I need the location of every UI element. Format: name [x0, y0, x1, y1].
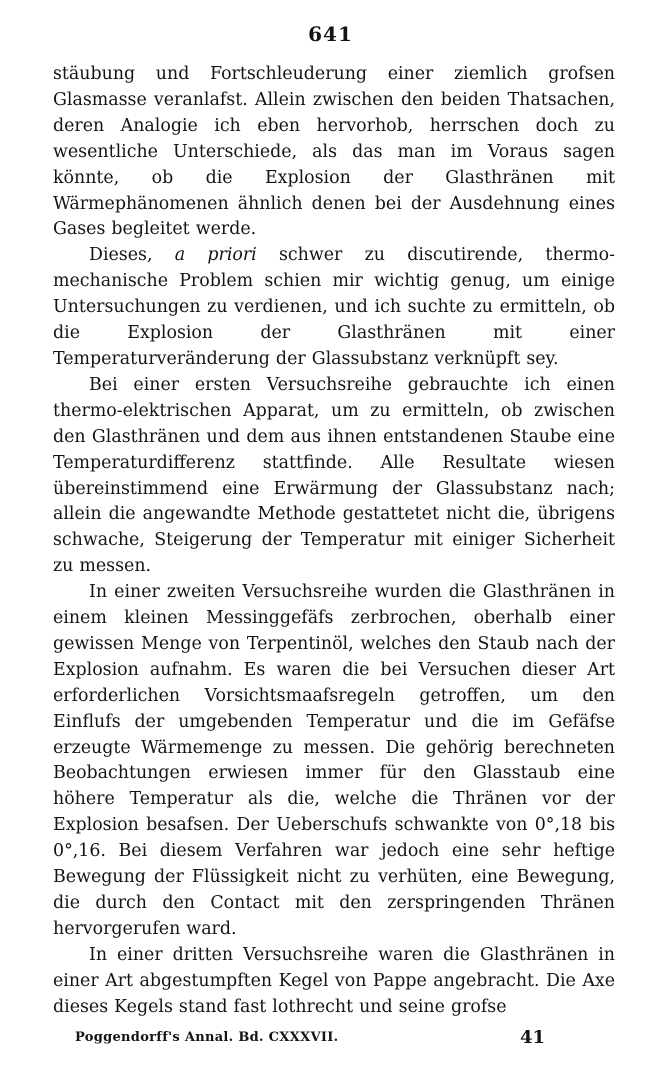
- paragraph-5-text: In einer dritten Versuchsreihe waren die Glasthränen in einer Art abgestumpften Kegel von Pappe angebracht. Die Axe dieses Kegels stand fast lothrecht und seine grofse: [53, 944, 615, 1017]
- paragraph-2-text-end: schwer zu discutirende, thermo-mechanische Problem schien mir wichtig genug, um einige Untersuchungen zu verdienen, und ich suchte zu ermitteln, ob die Explosion der Glasthränen mit einer Temperaturveränderung der Glassubstanz verknüpft sey.: [53, 245, 616, 369]
- paragraph-4: [53, 580, 615, 943]
- paragraph-1-text: stäubung und Fortschleuderung einer ziemlich grofsen Glasmasse veranlafst. Allein zwischen den beiden Thatsachen, deren Analogie ich eben hervorhob, herrschen doch zu wesentliche Unterschiede, als das man im Voraus sagen könnte, ob die Explosion der Glasthränen mit Wärmephänomenen ähnlich denen bei der Ausdehnung eines Gases begleitet werde.: [53, 64, 615, 240]
- footer-citation: Poggendorff's Annal. Bd. CXXXVII.: [75, 1030, 339, 1045]
- paragraph-4-text: In einer zweiten Versuchsreihe wurden die Glasthränen in einem kleinen Messinggefäfs zerbrochen, oberhalb einer gewissen Menge von Terpentinöl, welches den Staub nach der Explosion aufnahm. Es waren die bei Versuchen dieser Art erforderlichen Vorsichtsmaafsregeln getroffen, um den Einflufs der umgebenden Temperatur und die im Gefäfse erzeugte Wärmemenge zu messen. Die gehörig berechneten Beobachtungen erwiesen immer für den Glasstaub eine höhere Temperatur als die, welche die Thränen vor der Explosion besafsen. Der Ueberschufs schwankte von 0°,18 bis 0°,16. Bei diesem Verfahren war jedoch eine sehr heftige Bewegung der Flüssigkeit nicht zu verhüten, eine Bewegung, die durch den Contact mit den zerspringenden Thränen hervorgerufen ward.: [53, 582, 615, 939]
- page-number: 641: [308, 22, 353, 46]
- paragraph-1: [53, 62, 615, 243]
- paragraph-5: [53, 943, 615, 1021]
- paragraph-2-text-start: Dieses,: [89, 245, 175, 266]
- signature-mark: 41: [520, 1027, 546, 1048]
- paragraph-2: [53, 243, 615, 373]
- paragraph-2-emphasis: a priori: [174, 245, 257, 266]
- paragraph-3-text: Bei einer ersten Versuchsreihe gebrauchte ich einen thermo-elektrischen Apparat, um zu ermitteln, ob zwischen den Glasthränen und dem aus ihnen entstandenen Staube eine Temperaturdifferenz stattfinde. Alle Resultate wiesen übereinstimmend eine Erwärmung der Glassubstanz nach; allein die angewandte Methode gestattetet nicht die, übrigens schwache, Steigerung der Temperatur mit einiger Sicherheit zu messen.: [53, 374, 615, 577]
- body-text: [53, 62, 615, 1021]
- paragraph-3: [53, 373, 615, 580]
